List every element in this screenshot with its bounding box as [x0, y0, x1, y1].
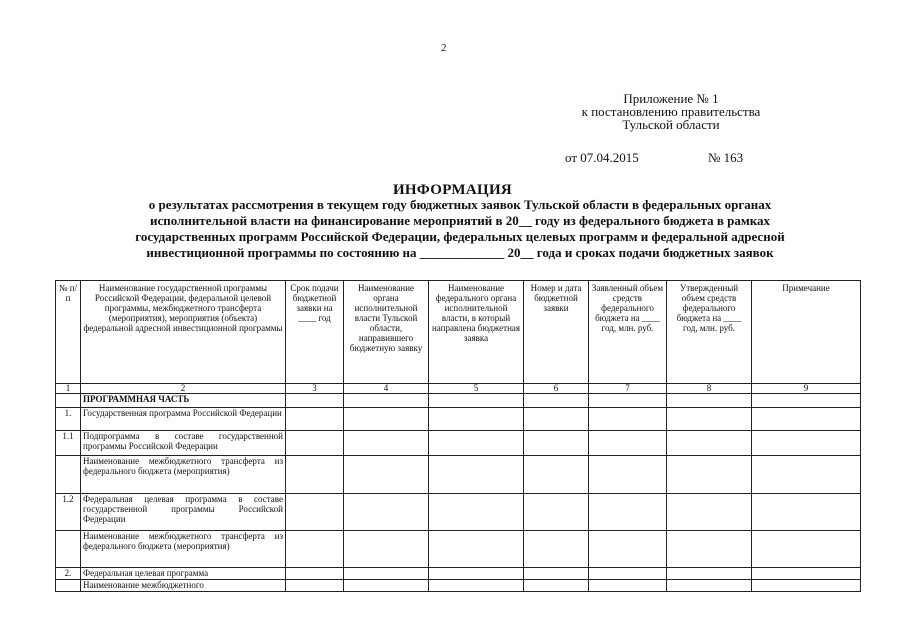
- table-row: [56, 431, 861, 456]
- info-table: [55, 280, 861, 592]
- row-number: [56, 531, 81, 568]
- header-cell-deadline: Срок подачи бюджетной заявки на ____ год: [286, 281, 344, 384]
- table-row: [56, 456, 861, 494]
- row-number: 1.: [56, 408, 81, 431]
- row-name: Наименование межбюджетного: [81, 580, 286, 592]
- column-number: 7: [589, 384, 667, 394]
- row-number: [56, 580, 81, 592]
- table-row: [56, 580, 861, 592]
- header-cell-approved-amount: Утвержденный объем средств федерального бюджета на ____ год, млн. руб.: [667, 281, 752, 384]
- header-cell-request-number: Номер и дата бюджетной заявки: [524, 281, 589, 384]
- column-number-row: [56, 384, 861, 394]
- column-number: 1: [56, 384, 81, 394]
- appendix-region: Тульской области: [622, 117, 720, 132]
- column-number: 8: [667, 384, 752, 394]
- column-number: 3: [286, 384, 344, 394]
- appendix-title: Приложение № 1: [623, 91, 719, 106]
- column-number: 5: [429, 384, 524, 394]
- column-number: 9: [752, 384, 861, 394]
- header-cell-federal-body: Наименование федерального органа исполнительной власти, в который направлена бюджетная заявка: [429, 281, 524, 384]
- subtitle-line: государственных программ Российской Федерации, федеральных целевых программ и федеральной адресной: [135, 229, 785, 244]
- row-name: Наименование межбюджетного трансферта из федерального бюджета (мероприятия): [81, 531, 286, 568]
- row-name: Федеральная целевая программа: [81, 568, 286, 580]
- column-number: 4: [344, 384, 429, 394]
- row-name: Федеральная целевая программа в составе государственной программы Российской Федерации: [81, 494, 286, 531]
- page-subtitle: [70, 197, 850, 261]
- page-number: 2: [441, 42, 447, 54]
- header-cell-name: Наименование государственной программы Российской Федерации, федеральной целевой программы, межбюджетного трансферта (мероприятия), мероприятия (объекта) федеральной адресной инвестиционной программы: [81, 281, 286, 384]
- row-number: 1.1: [56, 431, 81, 456]
- row-name: Подпрограмма в составе государственной программы Российской Федерации: [81, 431, 286, 456]
- table-row: [56, 568, 861, 580]
- header-cell-note: Примечание: [752, 281, 861, 384]
- subtitle-line: инвестиционной программы по состоянию на _____________ 20__ года и сроках подачи бюджетных заявок: [146, 245, 774, 260]
- page-title: ИНФОРМАЦИЯ: [392, 182, 513, 198]
- table-row: [56, 394, 861, 408]
- row-name: Наименование межбюджетного трансферта из федерального бюджета (мероприятия): [81, 456, 286, 494]
- column-number: 6: [524, 384, 589, 394]
- document-number: № 163: [708, 150, 744, 165]
- appendix-block: [566, 92, 776, 131]
- row-name: Государственная программа Российской Федерации: [81, 408, 286, 431]
- header-row: [56, 281, 861, 384]
- row-number: [56, 394, 81, 408]
- appendix-resolution: к постановлению правительства: [581, 104, 761, 119]
- header-cell-requested-amount: Заявленный объем средств федерального бюджета на ____ год, млн. руб.: [589, 281, 667, 384]
- subtitle-line: о результатах рассмотрения в текущем году бюджетных заявок Тульской области в федеральных органах: [148, 197, 772, 212]
- row-number: 2.: [56, 568, 81, 580]
- table-row: [56, 408, 861, 431]
- table-row: [56, 494, 861, 531]
- header-cell-regional-body: Наименование органа исполнительной власти Тульской области, направившего бюджетную заявку: [344, 281, 429, 384]
- row-number: [56, 456, 81, 494]
- column-number: 2: [81, 384, 286, 394]
- subtitle-line: исполнительной власти на финансирование мероприятий в 20__ году из федерального бюджета в рамках: [149, 213, 771, 228]
- header-cell-number: № п/п: [56, 281, 81, 384]
- table-row: [56, 531, 861, 568]
- row-number: 1.2: [56, 494, 81, 531]
- row-name: ПРОГРАММНАЯ ЧАСТЬ: [81, 394, 286, 408]
- document-date: от 07.04.2015: [565, 150, 639, 165]
